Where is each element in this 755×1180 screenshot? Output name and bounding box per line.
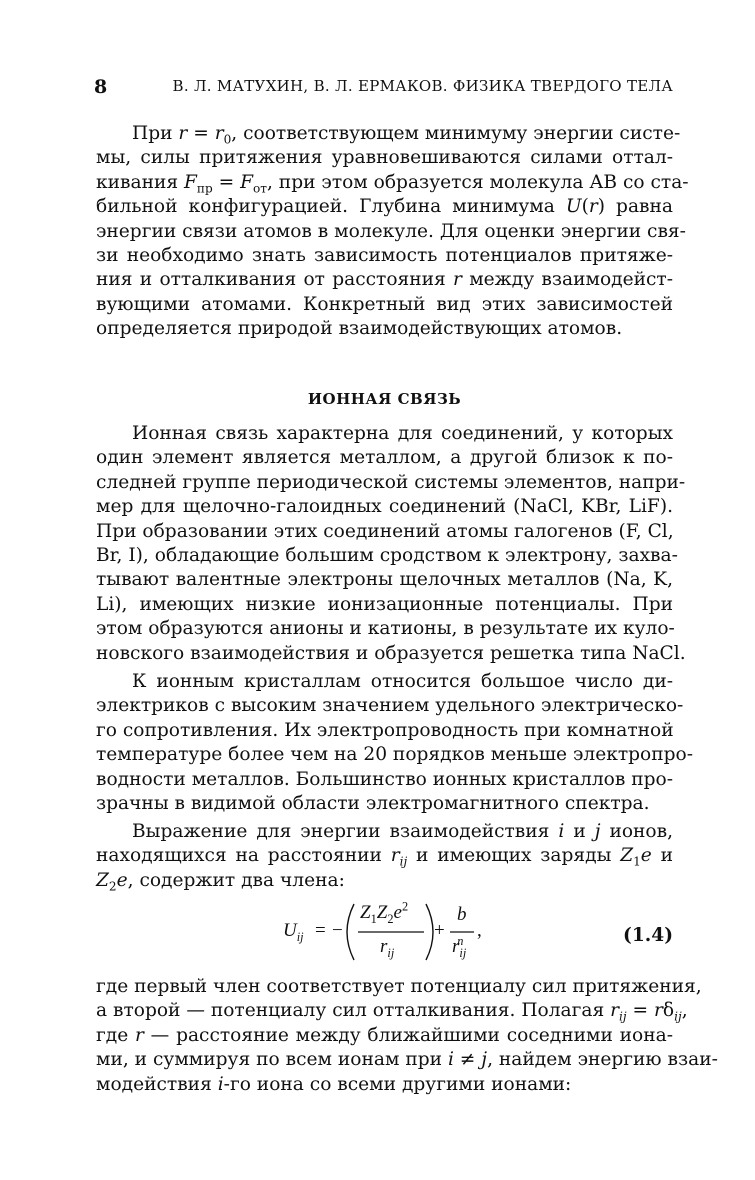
formula-1-4 [96,896,673,968]
section-heading: ИОННАЯ СВЯЗЬ [307,390,462,408]
formula-comma: , [477,920,482,941]
paragraph-4: Выражение для энергии взаимодействия i и j ионов, находящихся на расстоянии $r_{ij}$ и имеющих заряды $Z_1e$ и $Z_2e$, содержит два члена: [96,821,674,894]
paragraph-2: Ионная связь характерна для соединений, у которых один элемент является металлом, а другой близок к по- следней группе периодической системы элементов, напри- мер для щелочно-галоидных соединений (NaCl, KBr, LiF). При образовании этих соединений атомы галогенов (F, Cl, Br, I), обладающие большим сродством к электрону, захва- тывают валентные электроны щелочных металлов (Na, K, Li), имеющих низкие ионизационные потенциалы. При этом образуются анионы и катионы, в результате их куло- новского взаимодействия и образуется решетка типа NaCl. [96,423,686,664]
formula-numerator: $Z_1Z_2e^2$ [360,899,409,926]
page-number: 8 [94,76,108,98]
running-head: В. Л. МАТУХИН, В. Л. ЕРМАКОВ. ФИЗИКА ТВЕРДОГО ТЕЛА [172,77,673,95]
formula-denominator: $r_{ij}$ [380,936,395,960]
paragraph-3: К ионным кристаллам относится большое число ди- электриков с высоким значением удельного электрическо- го сопротивления. Их электропроводность при комнатной температуре более чем на 20 порядков меньше электропро- водности металлов. Большинство ионных кристаллов про- зрачны в видимой области электромагнитного спектра. [96,671,693,814]
formula-r-n: $r_{ij}^n$ [452,933,467,960]
paragraph-5: где первый член соответствует потенциалу сил притяжения, а второй — потенциалу сил отталкивания. Полагая $r_{ij} = r\delta_{ij}$, где r — расстояние между ближайшими соседними иона- ми, и суммируя по всем ионам при i ≠ j, найдем энергию взаи- модействия i-го иона со всеми другими ионами: [96,976,718,1095]
paragraph-1: При $r = r_0$, соответствующем минимуму энергии систе- мы, силы притяжения уравновешиваются силами оттал- кивания $F_{пр} = F_{от}$, при этом образуется молекула АВ со ста- бильной конфигурацией. Глубина минимума U(r) равна энергии связи атомов в молекуле. Для оценки энергии свя- зи необходимо знать зависимость потенциалов притяже- ния и отталкивания от расстояния r между взаимодейст- вующими атомами. Конкретный вид этих зависимостей определяется природой взаимодействующих атомов. [96,123,689,340]
equation-number: (1.4) [623,925,673,946]
formula-plus: + [434,920,445,941]
formula-b: b [457,904,467,925]
formula-minus: − [332,920,343,941]
formula-equals: = [315,920,326,941]
formula-lhs: $U_{ij}$ [283,920,304,944]
